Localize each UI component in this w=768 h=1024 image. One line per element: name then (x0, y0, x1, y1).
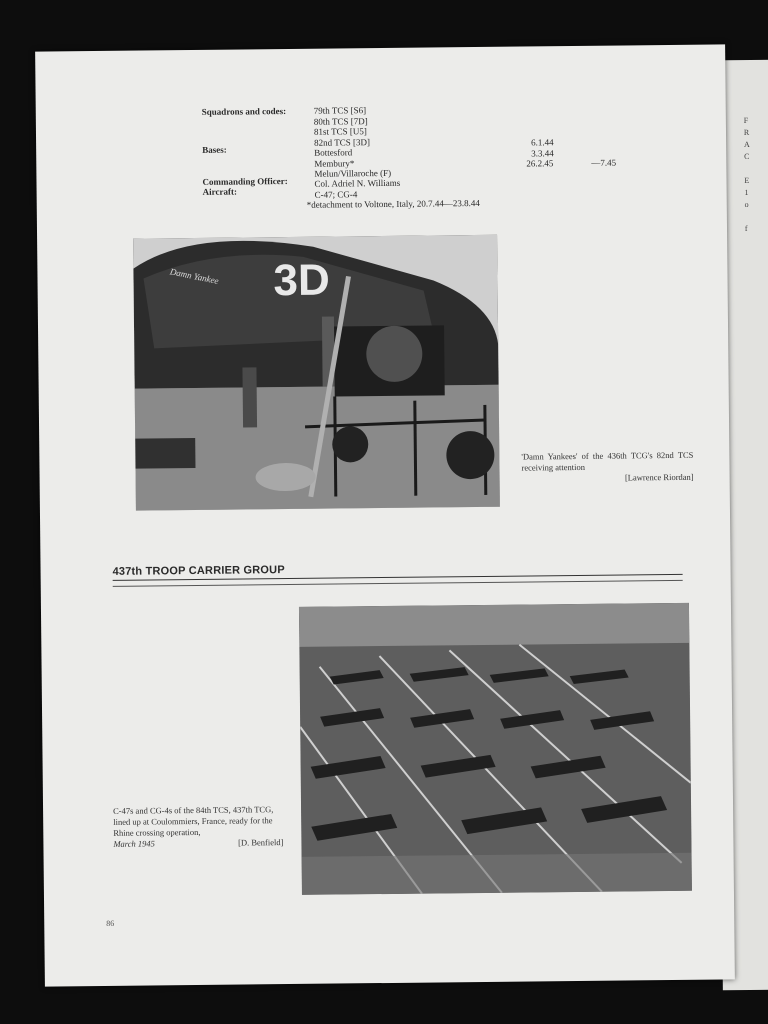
page-number: 86 (106, 918, 115, 928)
base-name: Bottesford (314, 147, 353, 158)
squadrons-label: Squadrons and codes: (201, 106, 287, 117)
commanding-officer: Col. Adriel N. Williams (314, 177, 401, 189)
bases-label: Bases: (202, 144, 227, 155)
aircraft: C-47; CG-4 (314, 188, 358, 200)
photo2-credit: [D. Benfield] (238, 837, 284, 848)
section-divider (113, 580, 683, 587)
section-title: 437th TROOP CARRIER GROUP (113, 560, 683, 581)
airfield-photo-graphic (299, 603, 692, 895)
aircraft-photo-graphic (133, 235, 500, 511)
airfield-lineup-photo (299, 603, 692, 895)
aircraft-label: Aircraft: (202, 186, 237, 197)
base-from: 26.2.45 (526, 158, 554, 169)
facing-page-text: F R A C E 1 o f (743, 115, 750, 234)
photo1-credit: [Lawrence Riordan] (624, 471, 694, 483)
base-from: 6.1.44 (531, 137, 554, 148)
photo2-caption: C-47s and CG-4s of the 84th TCS, 437th TCG, lined up at Coulommiers, France, ready for the Rhine crossing operation, March 1945 [D. Benfield] (113, 804, 284, 849)
base-to: —7.45 (591, 157, 617, 168)
squadron-item: 81st TCS [U5] (313, 126, 367, 137)
base-name: Melun/Villaroche (F) (314, 167, 392, 179)
photo2-date: March 1945 (113, 838, 155, 849)
book-page (35, 44, 735, 986)
base-from: 3.3.44 (531, 147, 554, 158)
footnote: *detachment to Voltone, Italy, 20.7.44—23.8.44 (306, 197, 480, 210)
squadron-item: 80th TCS [7D] (313, 115, 368, 127)
fuselage-code: 3D (273, 255, 331, 306)
nose-art: Damn Yankee (169, 266, 220, 286)
commanding-officer-label: Commanding Officer: (202, 176, 288, 187)
c47-maintenance-photo (133, 235, 500, 511)
squadron-item: 82nd TCS [3D] (314, 136, 370, 148)
squadron-item: 79th TCS [S6] (313, 105, 367, 116)
photo1-caption: 'Damn Yankees' of the 436th TCG's 82nd TCS receiving attention [Lawrence Riordan] (521, 450, 693, 485)
base-name: Membury* (314, 157, 355, 169)
